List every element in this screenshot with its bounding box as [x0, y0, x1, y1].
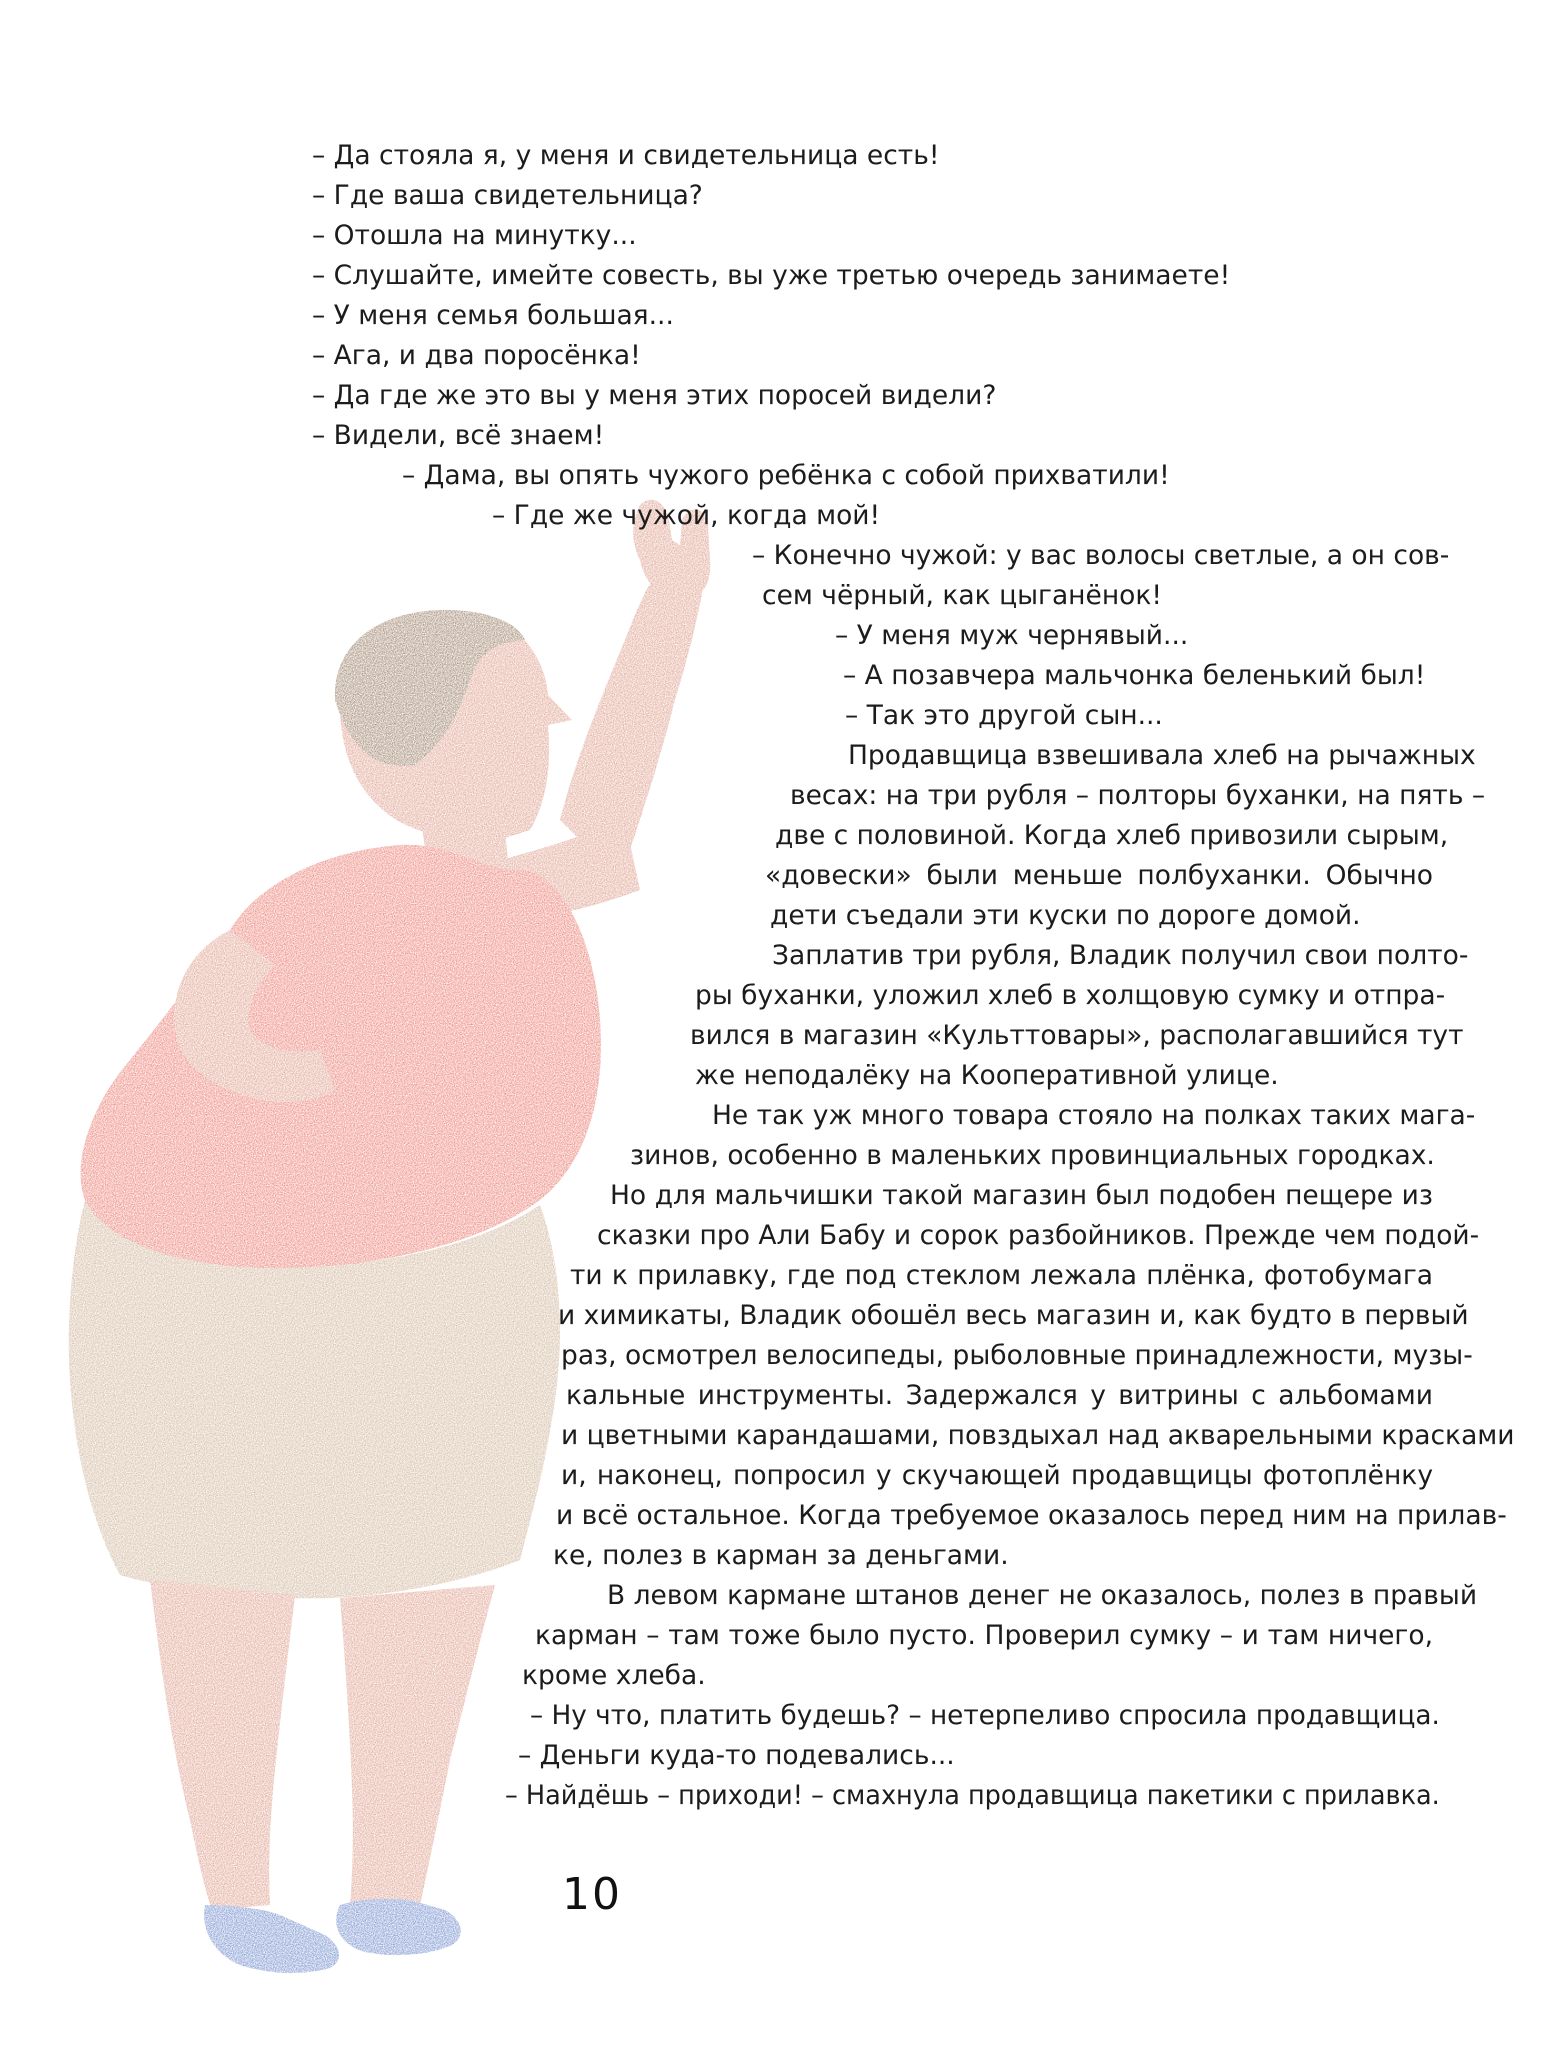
text-line: вился в магазин «Культтовары», располагавшийся тут — [690, 1020, 1464, 1051]
text-line: дети съедали эти куски по дороге домой. — [770, 900, 1361, 931]
text-line: Не так уж много товара стояло на полках таких мага- — [712, 1100, 1476, 1131]
text-line: сем чёрный, как цыганёнок! — [762, 580, 1162, 611]
text-line: и, наконец, попросил у скучающей продавщицы фотоплёнку — [561, 1460, 1433, 1491]
text-line: кальные инструменты. Задержался у витрины с альбомами — [566, 1380, 1433, 1411]
text-line: – Да где же это вы у меня этих поросей видели? — [312, 380, 997, 411]
text-line: – Конечно чужой: у вас волосы светлые, а он сов- — [752, 540, 1450, 571]
text-line: сказки про Али Бабу и сорок разбойников. Прежде чем подой- — [597, 1220, 1480, 1251]
text-line: – Отошла на минутку... — [312, 220, 637, 251]
text-line: две с половиной. Когда хлеб привозили сырым, — [775, 820, 1449, 851]
text-line: – У меня муж чернявый... — [835, 620, 1189, 651]
text-line: – Деньги куда-то подевались... — [518, 1740, 955, 1771]
text-line: раз, осмотрел велосипеды, рыболовные принадлежности, музы- — [561, 1340, 1473, 1371]
text-line: Заплатив три рубля, Владик получил свои полто- — [772, 940, 1469, 971]
text-line: Продавщица взвешивала хлеб на рычажных — [848, 740, 1476, 771]
text-line: Но для мальчишки такой магазин был подобен пещере из — [610, 1180, 1433, 1211]
text-line: карман – там тоже было пусто. Проверил сумку – и там ничего, — [535, 1620, 1433, 1651]
text-line: весах: на три рубля – полторы буханки, на пять – — [790, 780, 1486, 811]
text-line: – Где ваша свидетельница? — [312, 180, 703, 211]
text-line: – Да стояла я, у меня и свидетельница есть! — [312, 140, 940, 171]
text-line: – А позавчера мальчонка беленький был! — [843, 660, 1426, 691]
text-line: – Ну что, платить будешь? – нетерпеливо спросила продавщица. — [530, 1700, 1440, 1731]
text-line: В левом кармане штанов денег не оказалось, полез в правый — [607, 1580, 1478, 1611]
text-line: – Слушайте, имейте совесть, вы уже третью очередь занимаете! — [312, 260, 1231, 291]
text-line: – Где же чужой, когда мой! — [492, 500, 881, 531]
text-line: – Видели, всё знаем! — [312, 420, 605, 451]
text-line: и цветными карандашами, повздыхал над акварельными красками — [561, 1420, 1515, 1451]
text-line: ти к прилавку, где под стеклом лежала плёнка, фотобумага — [570, 1260, 1433, 1291]
text-line: зинов, особенно в маленьких провинциальных городках. — [630, 1140, 1435, 1171]
text-line: – Так это другой сын... — [845, 700, 1163, 731]
text-line: – Найдёшь – приходи! – смахнула продавщица пакетики с прилавка. — [505, 1780, 1440, 1811]
text-line: – Дама, вы опять чужого ребёнка с собой прихватили! — [402, 460, 1170, 491]
text-line: «довески» были меньше полбуханки. Обычно — [765, 860, 1433, 891]
text-line: кроме хлеба. — [522, 1660, 706, 1691]
page-number: 10 — [562, 1869, 622, 1920]
text-line: и химикаты, Владик обошёл весь магазин и, как будто в первый — [558, 1300, 1469, 1331]
text-line: ры буханки, уложил хлеб в холщовую сумку и отпра- — [695, 980, 1446, 1011]
text-line: и всё остальное. Когда требуемое оказалось перед ним на прилав- — [556, 1500, 1507, 1531]
text-line: – У меня семья большая... — [312, 300, 674, 331]
text-line: – Ага, и два поросёнка! — [312, 340, 641, 371]
text-line: же неподалёку на Кооперативной улице. — [695, 1060, 1279, 1091]
text-line: ке, полез в карман за деньгами. — [553, 1540, 1009, 1571]
